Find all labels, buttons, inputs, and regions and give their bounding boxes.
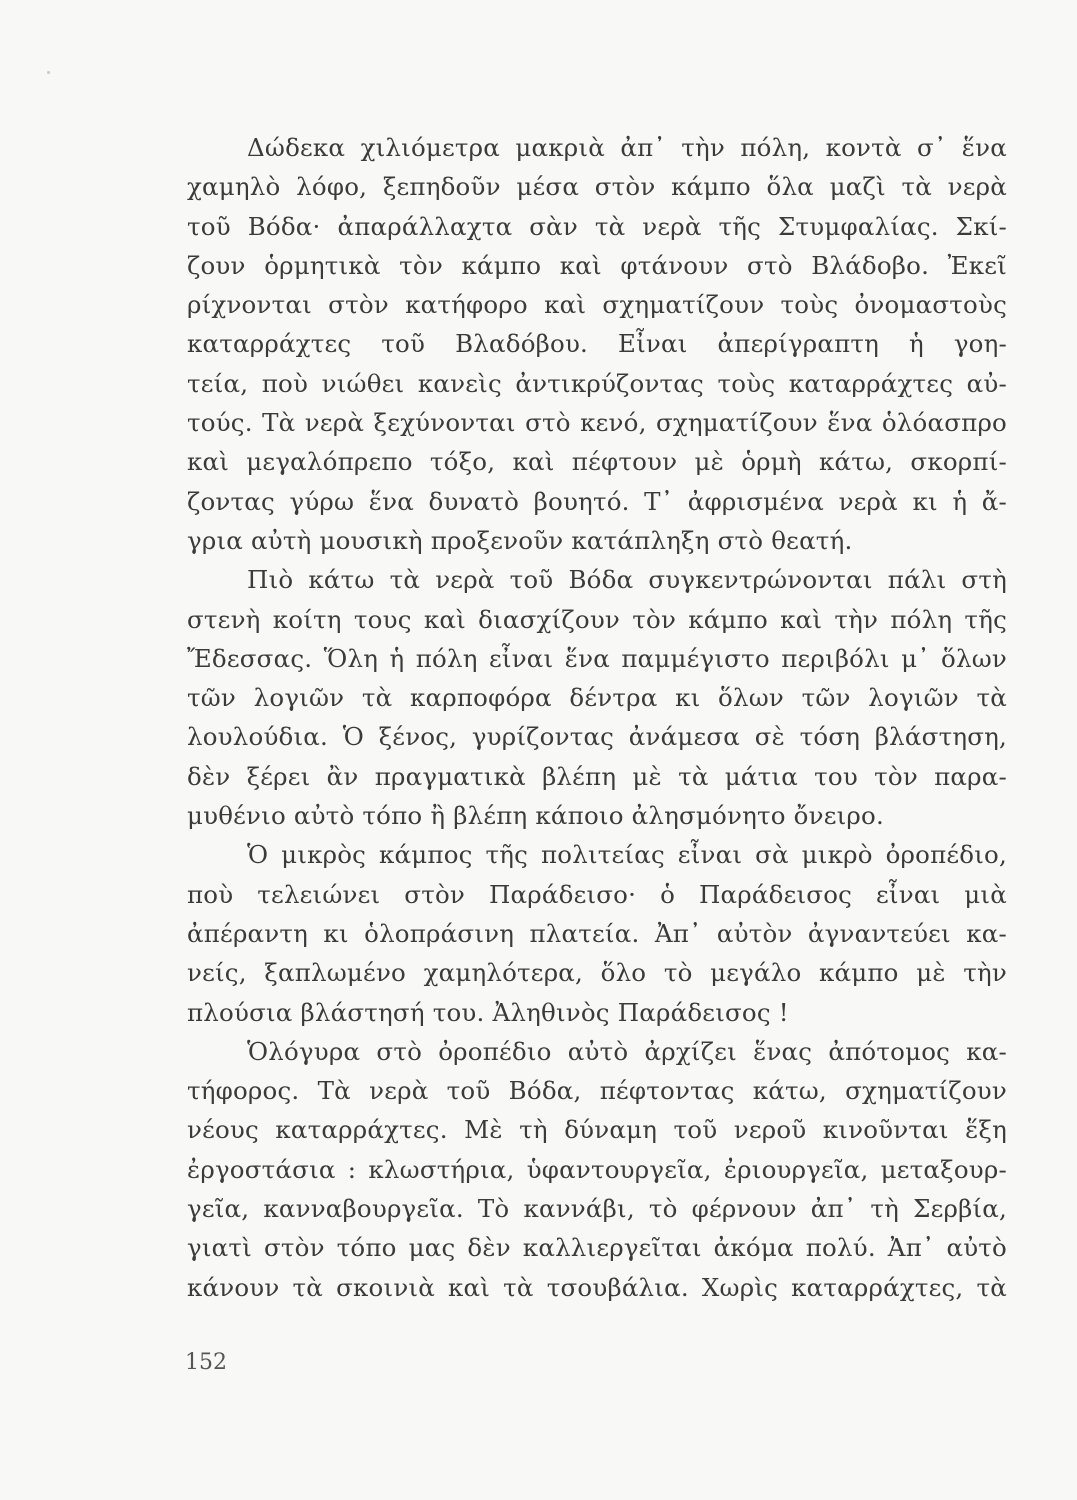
text-line: ζοντας γύρω ἕνα δυνατὸ βουητό. Τ᾽ ἀφρισμένα νερὰ κι ἡ ἄ- — [187, 486, 1007, 516]
text-line: γεῖα, κανναβουργεῖα. Τὸ καννάβι, τὸ φέρνουν ἀπ᾽ τὴ Σερβία, — [187, 1194, 1007, 1224]
text-line: ἀπέραντη κι ὁλοπράσινη πλατεία. Ἀπ᾽ αὐτὸν ἀγναντεύει κα- — [187, 918, 1007, 948]
body-text — [187, 128, 1007, 1307]
text-line: Δώδεκα χιλιόμετρα μακριὰ ἀπ᾽ τὴν πόλη, κοντὰ σ᾽ ἕνα — [247, 133, 1007, 162]
text-line: νέους καταρράχτες. Μὲ τὴ δύναμη τοῦ νεροῦ κινοῦνται ἕξη — [187, 1115, 1007, 1145]
text-line: τοῦ Βόδα· ἀπαράλλαχτα σὰν τὰ νερὰ τῆς Στυμφαλίας. Σκί- — [187, 211, 1007, 241]
text-line: ἐργοστάσια : κλωστήρια, ὑφαντουργεῖα, ἐριουργεῖα, μεταξουρ- — [187, 1154, 1007, 1184]
text-line: στενὴ κοίτη τους καὶ διασχίζουν τὸν κάμπο καὶ τὴν πόλη τῆς — [187, 604, 1007, 634]
paper-speck — [47, 71, 50, 74]
text-line: ζουν ὁρμητικὰ τὸν κάμπο καὶ φτάνουν στὸ Βλάδοβο. Ἐκεῖ — [187, 250, 1007, 280]
text-line: τεία, ποὺ νιώθει κανεὶς ἀντικρύζοντας τοὺς καταρράχτες αὐ- — [187, 368, 1007, 398]
text-line: πλούσια βλάστησή του. Ἀληθινὸς Παράδεισος ! — [187, 997, 789, 1027]
text-line: χαμηλὸ λόφο, ξεπηδοῦν μέσα στὸν κάμπο ὅλα μαζὶ τὰ νερὰ — [187, 172, 1007, 202]
text-line: γιατὶ στὸν τόπο μας δὲν καλλιεργεῖται ἀκόμα πολύ. Ἀπ᾽ αὐτὸ — [187, 1233, 1007, 1263]
text-line: τούς. Τὰ νερὰ ξεχύνονται στὸ κενό, σχηματίζουν ἕνα ὁλόασπρο — [187, 408, 1007, 438]
text-line: μυθένιο αὐτὸ τόπο ἢ βλέπη κάποιο ἀλησμόνητο ὄνειρο. — [187, 801, 884, 831]
text-line: λουλούδια. Ὁ ξένος, γυρίζοντας ἀνάμεσα σὲ τόση βλάστηση, — [187, 722, 1007, 752]
text-line: Ὁ μικρὸς κάμπος τῆς πολιτείας εἶναι σὰ μικρὸ ὀροπέδιο, — [247, 840, 1007, 870]
text-line: ρίχνονται στὸν κατήφορο καὶ σχηματίζουν τοὺς ὀνομαστοὺς — [187, 290, 1007, 320]
text-line: κάνουν τὰ σκοινιὰ καὶ τὰ τσουβάλια. Χωρὶς καταρράχτες, τὰ — [187, 1272, 1007, 1302]
text-line: τῶν λογιῶν τὰ καρποφόρα δέντρα κι ὅλων τῶν λογιῶν τὰ — [187, 683, 1007, 713]
text-line: καὶ μεγαλόπρεπο τόξο, καὶ πέφτουν μὲ ὁρμὴ κάτω, σκορπί- — [187, 447, 1007, 477]
text-line: ποὺ τελειώνει στὸν Παράδεισο· ὁ Παράδεισος εἶναι μιὰ — [187, 879, 1007, 909]
page-number: 152 — [185, 1350, 227, 1375]
text-line: Ἔδεσσας. Ὅλη ἡ πόλη εἶναι ἕνα παμμέγιστο περιβόλι μ᾽ ὅλων — [187, 643, 1007, 673]
text-line: Πιὸ κάτω τὰ νερὰ τοῦ Βόδα συγκεντρώνονται πάλι στὴ — [247, 565, 1007, 595]
text-line: καταρράχτες τοῦ Βλαδόβου. Εἶναι ἀπερίγραπτη ἡ γοη- — [187, 329, 1007, 359]
text-line: Ὁλόγυρα στὸ ὀροπέδιο αὐτὸ ἀρχίζει ἕνας ἀπότομος κα- — [247, 1036, 1007, 1066]
text-line: νείς, ξαπλωμένο χαμηλότερα, ὅλο τὸ μεγάλο κάμπο μὲ τὴν — [187, 958, 1007, 988]
text-line: γρια αὐτὴ μουσικὴ προξενοῦν κατάπληξη στὸ θεατή. — [187, 525, 853, 555]
text-line: τήφορος. Τὰ νερὰ τοῦ Βόδα, πέφτοντας κάτω, σχηματίζουν — [187, 1076, 1007, 1106]
text-line: δὲν ξέρει ἂν πραγματικὰ βλέπη μὲ τὰ μάτια του τὸν παρα- — [187, 761, 1007, 791]
